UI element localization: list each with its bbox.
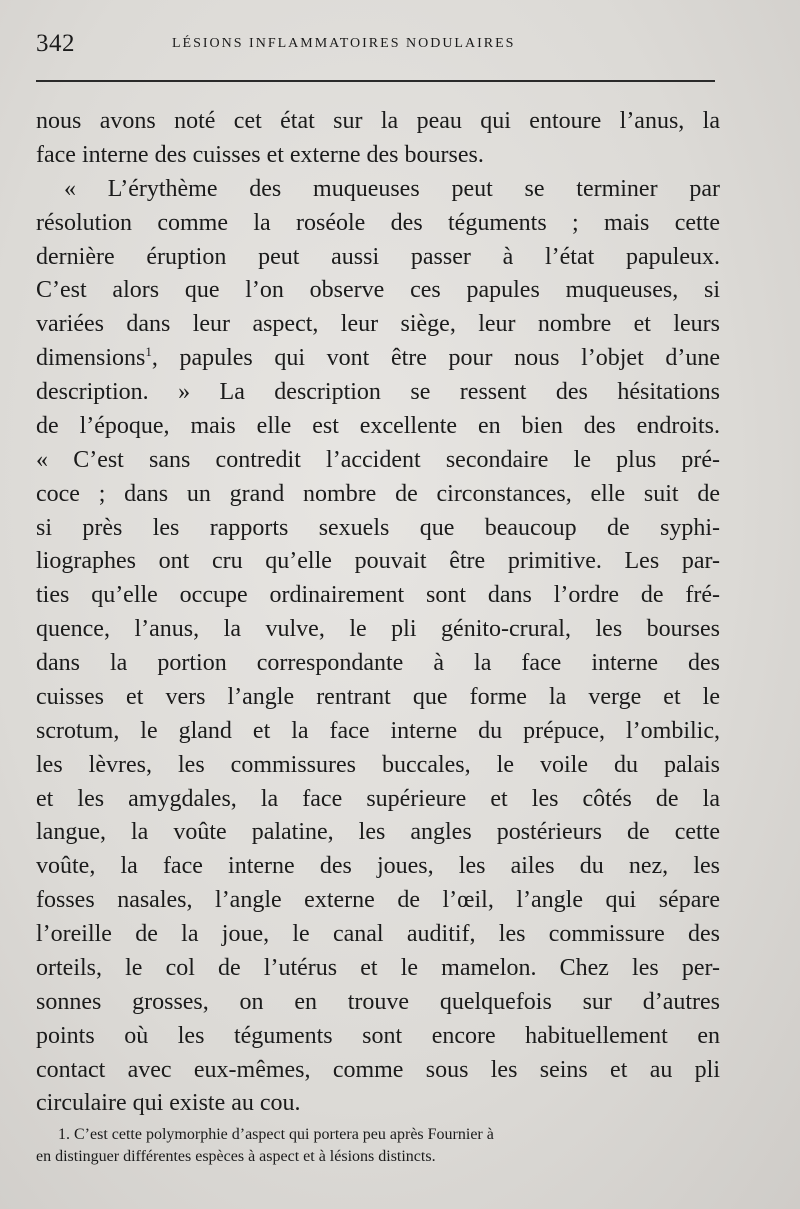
text-line: circulaire qui existe au cou.	[36, 1090, 301, 1117]
text-line: sonnes grosses, on en trouve quelquefois sur d’autres	[36, 988, 720, 1015]
text-line: langue, la voûte palatine, les angles postérieurs de cette	[36, 819, 720, 846]
running-head: LÉSIONS INFLAMMATOIRES NODULAIRES	[172, 36, 516, 51]
text-line: résolution comme la roséole des téguments ; mais cette	[36, 209, 720, 236]
text-line: contact avec eux-mêmes, comme sous les seins et au pli	[36, 1056, 720, 1083]
text-line: de l’époque, mais elle est excellente en bien des endroits.	[36, 412, 720, 439]
text-segment: , papules qui vont être pour nous l’objet d’une	[151, 345, 720, 372]
footnote-marker: 1	[145, 344, 152, 360]
text-line: quence, l’anus, la vulve, le pli génito-crural, les bourses	[36, 616, 720, 643]
text-line: C’est alors que l’on observe ces papules muqueuses, si	[36, 277, 720, 304]
text-line: fosses nasales, l’angle externe de l’œil, l’angle qui sépare	[36, 887, 720, 914]
text-line: scrotum, le gland et la face interne du prépuce, l’ombilic,	[36, 717, 720, 744]
text-line: ties qu’elle occupe ordinairement sont dans l’ordre de fré-	[36, 582, 720, 609]
text-line: liographes ont cru qu’elle pouvait être primitive. Les par-	[36, 548, 720, 575]
footnote-line: en distinguer différentes espèces à aspect et à lésions distincts.	[36, 1148, 436, 1165]
page-number: 342	[36, 30, 75, 57]
text-line: face interne des cuisses et externe des bourses.	[36, 141, 484, 168]
text-line: voûte, la face interne des joues, les ailes du nez, les	[36, 853, 720, 880]
text-line: l’oreille de la joue, le canal auditif, les commissure des	[36, 921, 720, 947]
text-line: description. » La description se ressent des hésitations	[36, 379, 720, 405]
body-text	[36, 105, 720, 1121]
text-line	[36, 342, 720, 376]
text-line: dernière éruption peut aussi passer à l’état papuleux.	[36, 243, 720, 270]
text-line: si près les rapports sexuels que beaucoup de syphi-	[36, 514, 720, 541]
text-line: cuisses et vers l’angle rentrant que forme la verge et le	[36, 683, 720, 710]
page-header	[36, 30, 716, 64]
header-rule	[36, 80, 715, 82]
text-line: points où les téguments sont encore habituellement en	[36, 1022, 720, 1049]
text-line: variées dans leur aspect, leur siège, leur nombre et leurs	[36, 311, 720, 338]
footnote-line: 1. C’est cette polymorphie d’aspect qui portera peu après Fournier à	[58, 1126, 494, 1143]
text-line: coce ; dans un grand nombre de circonstances, elle suit de	[36, 480, 720, 507]
text-line: les lèvres, les commissures buccales, le voile du palais	[36, 751, 720, 778]
text-line: dans la portion correspondante à la face interne des	[36, 650, 720, 676]
text-line: et les amygdales, la face supérieure et les côtés de la	[36, 785, 720, 812]
text-line: « C’est sans contredit l’accident secondaire le plus pré-	[36, 446, 720, 473]
text-line: orteils, le col de l’utérus et le mamelon. Chez les per-	[36, 954, 720, 981]
footnote	[36, 1124, 724, 1168]
text-line: nous avons noté cet état sur la peau qui entoure l’anus, la	[36, 108, 720, 134]
text-segment: dimensions	[36, 345, 146, 372]
text-line: « L’érythème des muqueuses peut se terminer par	[64, 175, 720, 202]
